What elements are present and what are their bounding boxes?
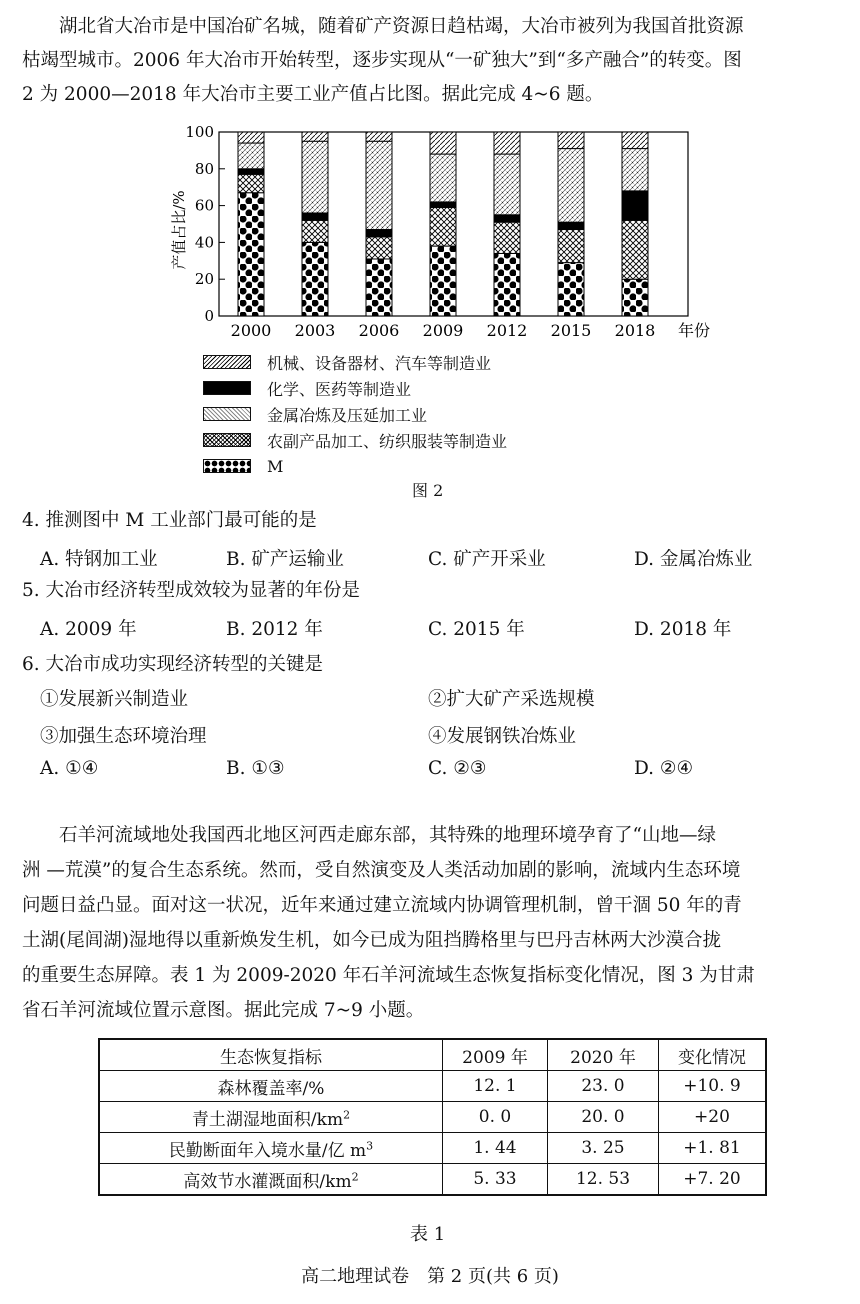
y-tick-label: 100 xyxy=(185,123,214,141)
legend-item xyxy=(203,404,427,424)
bar-segment xyxy=(302,132,328,141)
bar-segment xyxy=(366,259,392,316)
bar-segment xyxy=(622,149,648,191)
legend-label: 机械、设备器材、汽车等制造业 xyxy=(267,353,492,373)
x-tick-label: 2003 xyxy=(294,321,336,340)
legend-label: 金属冶炼及压延加工业 xyxy=(267,405,428,425)
figure-2-chart xyxy=(0,120,860,470)
x-tick-label: 2009 xyxy=(422,321,464,340)
question-5-option-d[interactable]: D. 2018 年 xyxy=(634,619,732,640)
x-tick-label: 2015 xyxy=(550,321,592,340)
bar-segment xyxy=(622,279,648,316)
y-tick-label: 40 xyxy=(194,233,214,252)
table-header-cell: 生态恢复指标 xyxy=(99,1039,443,1071)
passage-2-line: 洲 —荒漠”的复合生态系统。然而，受自然演变及人类活动加剧的影响，流域内生态环境 xyxy=(22,860,741,881)
indicator-name: 青土湖湿地面积/km xyxy=(191,1109,344,1130)
bar-segment xyxy=(302,220,328,242)
bar-segment xyxy=(622,132,648,149)
table-row xyxy=(99,1133,766,1164)
bar-segment xyxy=(366,141,392,229)
bar-segment xyxy=(302,141,328,213)
figure-2-caption: 图 2 xyxy=(412,481,444,500)
page-footer: 高二地理试卷 第 2 页(共 6 页) xyxy=(301,1266,559,1287)
bar-segment xyxy=(430,202,456,208)
table-cell: 1. 44 xyxy=(443,1133,548,1164)
question-6-statement-1: ①发展新兴制造业 xyxy=(40,689,189,710)
table-row xyxy=(99,1164,766,1196)
table-header-cell: 变化情况 xyxy=(659,1039,767,1071)
legend-swatch xyxy=(203,459,251,473)
bar-segment xyxy=(238,143,264,169)
passage-2 xyxy=(22,818,842,1028)
y-axis-label: 产值占比/% xyxy=(170,190,188,270)
unit-superscript: 3 xyxy=(366,1138,374,1152)
table-cell: +7. 20 xyxy=(659,1164,767,1196)
question-6-option-b[interactable]: B. ①③ xyxy=(226,758,285,779)
y-tick-label: 0 xyxy=(204,307,214,325)
legend-label: 化学、医药等制造业 xyxy=(267,379,412,399)
legend-swatch xyxy=(203,433,251,447)
question-4-option-d[interactable]: D. 金属冶炼业 xyxy=(634,549,753,570)
table-cell: 3. 25 xyxy=(548,1133,659,1164)
indicator-name: 森林覆盖率/% xyxy=(217,1078,325,1099)
unit-superscript: 2 xyxy=(351,1169,359,1183)
question-5-stem: 5. 大冶市经济转型成效较为显著的年份是 xyxy=(22,580,361,601)
question-5-option-a[interactable]: A. 2009 年 xyxy=(40,619,137,640)
bar-segment xyxy=(366,237,392,259)
table-header-row xyxy=(99,1039,766,1071)
bar-segment xyxy=(558,222,584,229)
table-cell: 0. 0 xyxy=(443,1102,548,1133)
table-cell: 20. 0 xyxy=(548,1102,659,1133)
table-header-cell: 2009 年 xyxy=(443,1039,548,1071)
x-tick-label: 2000 xyxy=(230,321,272,340)
table-1-caption: 表 1 xyxy=(410,1224,446,1245)
passage-2-line: 省石羊河流域位置示意图。据此完成 7~9 小题。 xyxy=(22,1000,425,1021)
table-cell xyxy=(99,1133,443,1164)
legend-item xyxy=(203,352,491,372)
table-cell xyxy=(99,1071,443,1102)
question-4-option-c[interactable]: C. 矿产开采业 xyxy=(428,549,546,570)
x-tick-label: 2018 xyxy=(614,321,656,340)
passage-2-line: 土湖(尾闾湖)湿地得以重新焕发生机，如今已成为阻挡腾格里与巴丹吉林两大沙漠合拢 xyxy=(22,930,721,951)
bar-segment xyxy=(238,169,264,175)
question-6-statement-2: ②扩大矿产采选规模 xyxy=(428,689,595,710)
x-tick-label: 2006 xyxy=(358,321,400,340)
legend-swatch xyxy=(203,381,251,395)
bar-segment xyxy=(622,191,648,220)
table-row xyxy=(99,1102,766,1133)
passage-2-line: 石羊河流域地处我国西北地区河西走廊东部，其特殊的地理环境孕育了“山地—绿 xyxy=(59,825,716,846)
legend-item xyxy=(203,378,411,398)
indicator-name: 高效节水灌溉面积/km xyxy=(183,1171,352,1192)
question-6-statement-4: ④发展钢铁冶炼业 xyxy=(428,726,577,747)
passage-2-line: 问题日益凸显。面对这一状况，近年来通过建立流域内协调管理机制，曾干涸 50 年的青 xyxy=(22,895,742,916)
question-4-stem: 4. 推测图中 M 工业部门最可能的是 xyxy=(22,510,317,531)
indicator-name: 民勤断面年入境水量/亿 m xyxy=(168,1140,367,1161)
bar-segment xyxy=(302,242,328,316)
table-cell: 12. 1 xyxy=(443,1071,548,1102)
bar-segment xyxy=(430,132,456,154)
legend-swatch xyxy=(203,407,251,421)
y-tick-label: 60 xyxy=(194,196,214,215)
bar-segment xyxy=(494,222,520,253)
table-cell xyxy=(99,1164,443,1196)
bar-segment xyxy=(366,230,392,237)
question-5-option-b[interactable]: B. 2012 年 xyxy=(226,619,323,640)
question-5-option-c[interactable]: C. 2015 年 xyxy=(428,619,525,640)
bar-segment xyxy=(238,193,264,316)
legend-item xyxy=(203,456,283,476)
bar-segment xyxy=(494,253,520,316)
bar-segment xyxy=(238,174,264,192)
passage-1-line: 枯竭型城市。2006 年大冶市开始转型，逐步实现从“一矿独大”到“多产融合”的转变。图 xyxy=(22,50,742,71)
legend-item xyxy=(203,430,507,450)
bar-segment xyxy=(558,149,584,223)
table-cell: +10. 9 xyxy=(659,1071,767,1102)
table-cell: 5. 33 xyxy=(443,1164,548,1196)
bar-segment xyxy=(622,220,648,279)
table-cell xyxy=(99,1102,443,1133)
question-6-option-a[interactable]: A. ①④ xyxy=(40,758,99,779)
passage-2-line: 的重要生态屏障。表 1 为 2009-2020 年石羊河流域生态恢复指标变化情况，图 3 为甘肃 xyxy=(22,965,755,986)
x-tick-label: 2012 xyxy=(486,321,528,340)
table-1 xyxy=(98,1038,767,1196)
question-6-statement-3: ③加强生态环境治理 xyxy=(40,726,207,747)
passage-1-line: 湖北省大冶市是中国冶矿名城，随着矿产资源日趋枯竭，大冶市被列为我国首批资源 xyxy=(59,16,744,37)
table-cell: 12. 53 xyxy=(548,1164,659,1196)
table-header-cell: 2020 年 xyxy=(548,1039,659,1071)
bar-segment xyxy=(430,154,456,202)
question-6-option-c[interactable]: C. ②③ xyxy=(428,758,487,779)
y-tick-label: 80 xyxy=(194,159,214,178)
y-tick-label: 20 xyxy=(194,270,214,289)
table-cell: +1. 81 xyxy=(659,1133,767,1164)
table-cell: +20 xyxy=(659,1102,767,1133)
bar-segment xyxy=(494,215,520,222)
bar-segment xyxy=(558,263,584,316)
table-row xyxy=(99,1071,766,1102)
table-cell: 23. 0 xyxy=(548,1071,659,1102)
legend-label: 农副产品加工、纺织服装等制造业 xyxy=(267,431,508,451)
bar-segment xyxy=(366,132,392,141)
bar-segment xyxy=(494,132,520,154)
bar-segment xyxy=(494,154,520,215)
passage-1-line: 2 为 2000—2018 年大冶市主要工业产值占比图。据此完成 4~6 题。 xyxy=(22,84,604,105)
passage-1 xyxy=(22,10,842,112)
x-axis-label: 年份 xyxy=(678,321,711,340)
question-6-option-d[interactable]: D. ②④ xyxy=(634,758,694,779)
question-6-stem: 6. 大冶市成功实现经济转型的关键是 xyxy=(22,654,324,675)
bar-segment xyxy=(302,213,328,220)
bar-segment xyxy=(430,246,456,316)
legend-swatch xyxy=(203,355,251,369)
bar-segment xyxy=(430,207,456,246)
unit-superscript: 2 xyxy=(343,1107,351,1121)
question-4-option-b[interactable]: B. 矿产运输业 xyxy=(226,549,344,570)
bar-segment xyxy=(558,230,584,263)
bar-segment xyxy=(238,132,264,143)
bar-segment xyxy=(558,132,584,149)
question-4-option-a[interactable]: A. 特钢加工业 xyxy=(40,549,158,570)
legend-label: M xyxy=(267,456,284,476)
